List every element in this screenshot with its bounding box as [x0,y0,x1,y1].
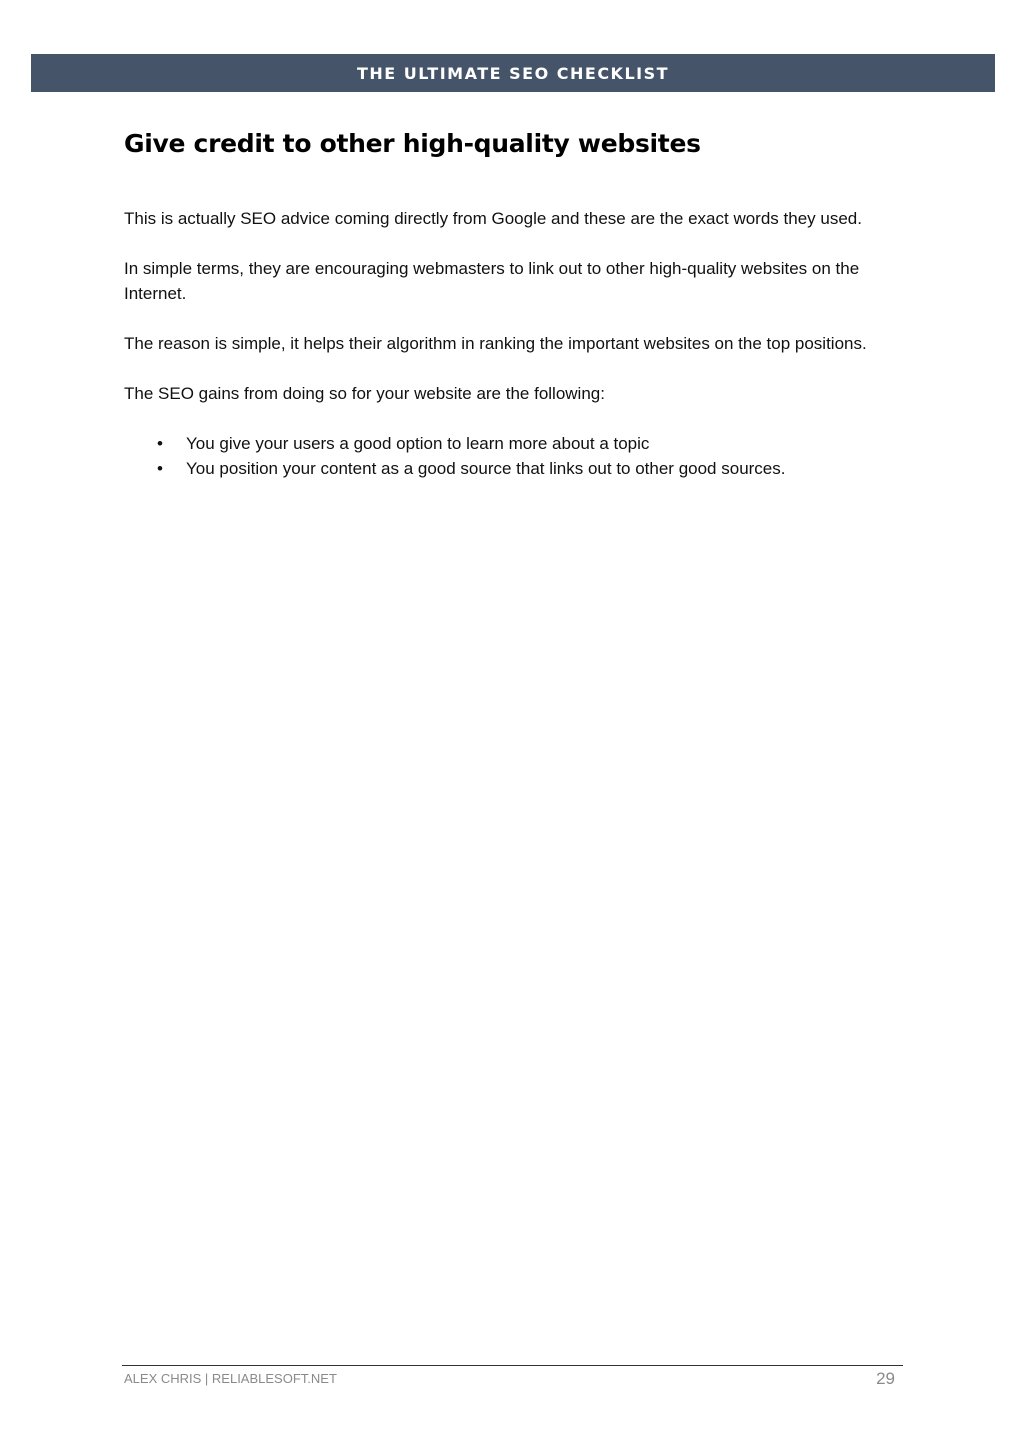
paragraph-reason: The reason is simple, it helps their algorithm in ranking the important websites on the top positions. [124,334,867,353]
paragraph-intro: This is actually SEO advice coming directly from Google and these are the exact words they used. [124,209,862,228]
list-item [124,431,914,456]
list-item-text: You position your content as a good source that links out to other good sources. [186,459,786,478]
header-band [31,54,995,92]
page-heading: Give credit to other high-quality websites [124,129,701,158]
footer-divider [122,1365,903,1366]
bullet-list [124,431,914,481]
list-item [124,456,914,481]
list-item-text: You give your users a good option to learn more about a topic [186,434,650,453]
bullet-dot-icon: • [157,434,163,453]
page-content [124,126,914,481]
page-number: 29 [876,1369,895,1388]
paragraph-simple-terms: In simple terms, they are encouraging webmasters to link out to other high-quality websites on the Internet. [124,259,860,303]
paragraph-gains: The SEO gains from doing so for your website are the following: [124,384,605,403]
bullet-dot-icon: • [157,459,163,478]
header-title: THE ULTIMATE SEO CHECKLIST [356,63,670,83]
footer-author: ALEX CHRIS | RELIABLESOFT.NET [124,1371,337,1386]
